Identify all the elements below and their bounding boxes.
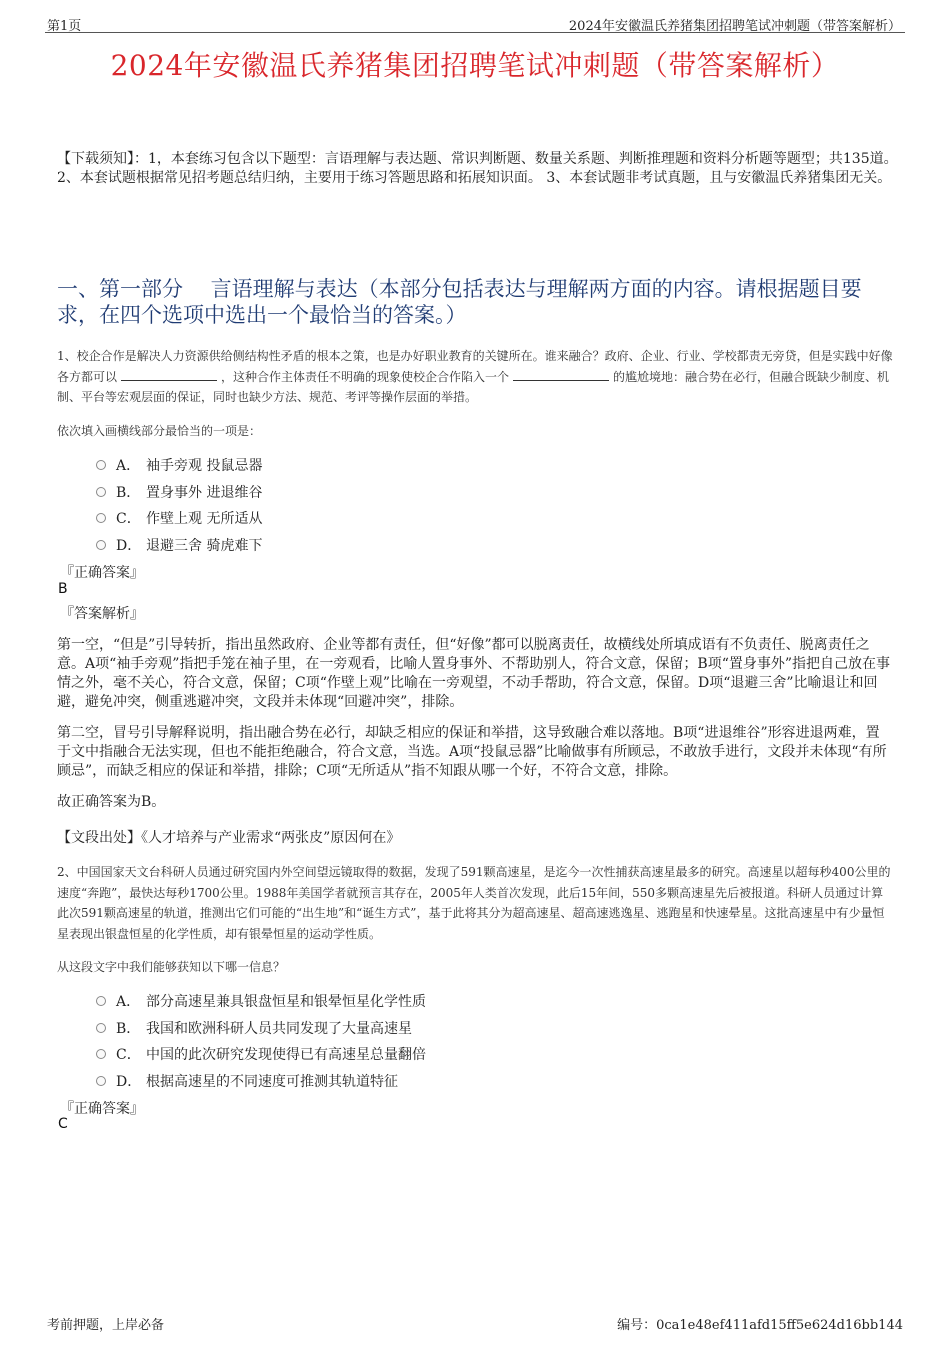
q2-option-d[interactable] (96, 1068, 426, 1095)
q1-option-d[interactable] (96, 532, 262, 559)
page-number: 第1页 (47, 19, 82, 34)
q1-analysis-paragraph-1: 第一空，“但是”引导转折，指出虽然政府、企业等都有责任，但“好像”都可以脱离责任，故横线处所填成语有不负责任、脱离责任之意。A项“袖手旁观”指把手笼在袖子里，在一旁观看，比喻人置身事外、不帮助别人，符合文意，保留；B项“置身事外”指把自己放在事情之外，毫不关心，符合文意，保留；C项“作壁上观”比喻在一旁观望，不动手帮助，符合文意，保留。D项“退避三舍”比喻退让和回避，避免冲突，侧重逃避冲突，文段并未体现“回避冲突”，排除。 (57, 637, 891, 710)
q1-blank-2 (513, 368, 609, 381)
q2-options (96, 988, 426, 1094)
q2-option-c[interactable] (96, 1041, 426, 1068)
q1-options (96, 452, 262, 558)
download-notice: 【下载须知】：1，本套练习包含以下题型：言语理解与表达题、常识判断题、数量关系题、判断推理题和资料分析题等题型；共135道。 2、本套试题根据常见招考题总结归纳，主要用于练习答题思路和拓展知识面。 3、本套试题非考试真题，且与安徽温氏养猪集团无关。 (57, 151, 898, 186)
radio-icon[interactable] (96, 996, 106, 1006)
option-text: 根据高速星的不同速度可推测其轨道特征 (146, 1073, 398, 1090)
option-text: 作壁上观 无所适从 (146, 511, 263, 528)
page-header (45, 12, 905, 33)
q1-analysis-paragraph-2: 第二空，冒号引导解释说明，指出融合势在必行，却缺乏相应的保证和举措，这导致融合难以落地。B项“进退维谷”形容进退两难，置于文中指融合无法实现，但也不能拒绝融合，符合文意，当选。A项“投鼠忌器”比喻做事有所顾忌，不敢放手进行，文段并未体现“有所顾忌”，而缺乏相应的保证和举措，排除；C项“无所适从”指不知跟从哪一个好，不符合文意，排除。 (57, 725, 887, 779)
radio-icon[interactable] (96, 1049, 106, 1059)
q2-answer-label: 『正确答案』 (60, 1101, 144, 1117)
footer-slogan: 考前押题，上岸必备 (47, 1318, 165, 1333)
q1-option-c[interactable] (96, 505, 262, 532)
option-letter: D． (116, 1073, 142, 1090)
question-2-stem: 2、中国国家天文台科研人员通过研究国内外空间望远镜取得的数据，发现了591颗高速星，是迄今一次性捕获高速星最多的研究。高速星以超每秒400公里的速度“奔跑”，最快达每秒1700公里。1988年美国学者就预言其存在，2005年人类首次发现，此后15年间，550多颗高速星先后被报道。科研人员通过计算此次591颗高速星的轨道，推测出它们可能的“出生地”和“诞生方式”，基于此将其分为超高速星、超高速逃逸星、逃跑星和快速晕星。这批高速星中有少量恒星表现出银盘恒星的化学性质，却有银晕恒星的运动学性质。 (57, 865, 891, 941)
option-text: 袖手旁观 投鼠忌器 (146, 458, 263, 475)
question-1-stem (57, 346, 893, 408)
q1-option-a[interactable] (96, 452, 262, 479)
option-text: 中国的此次研究发现使得已有高速星总量翻倍 (146, 1047, 426, 1064)
q1-conclusion: 故正确答案为B。 (57, 794, 166, 810)
option-text: 置身事外 进退维谷 (146, 484, 263, 501)
radio-icon[interactable] (96, 460, 106, 470)
section-title: 一、第一部分 言语理解与表达（本部分包括表达与理解两方面的内容。请根据题目要求，在四个选项中选出一个最恰当的答案。） (57, 277, 862, 327)
option-letter: D． (116, 537, 142, 554)
radio-icon[interactable] (96, 540, 106, 550)
page-title: 2024年安徽温氏养猪集团招聘笔试冲刺题（带答案解析） (110, 49, 840, 82)
q1-blank-1 (121, 368, 217, 381)
q1-answer: B (58, 581, 68, 597)
radio-icon[interactable] (96, 487, 106, 497)
option-text: 部分高速星兼具银盘恒星和银晕恒星化学性质 (146, 994, 426, 1011)
q1-stem-part-b: ，这种合作主体责任不明确的现象使校企合作陷入一个 (221, 369, 510, 384)
q2-option-a[interactable] (96, 988, 426, 1015)
option-letter: B． (116, 484, 141, 501)
q1-analysis-label: 『答案解析』 (60, 606, 144, 622)
option-text: 退避三舍 骑虎难下 (146, 537, 263, 554)
q1-answer-label: 『正确答案』 (60, 565, 144, 581)
option-text: 我国和欧洲科研人员共同发现了大量高速星 (146, 1020, 412, 1037)
radio-icon[interactable] (96, 1023, 106, 1033)
radio-icon[interactable] (96, 1076, 106, 1086)
q1-stem-part-c: 的尴尬境地：融合势在必行，但融合既缺少制度、机制、平台等宏观层面的保证，同时也缺少方法、规范、考评等操作层面的举措。 (57, 369, 890, 404)
q2-option-b[interactable] (96, 1015, 426, 1042)
option-letter: B． (116, 1020, 141, 1037)
option-letter: C． (116, 1047, 141, 1064)
q2-answer: C (58, 1116, 68, 1132)
q1-ask: 依次填入画横线部分最恰当的一项是： (57, 424, 262, 438)
q1-source: 【文段出处】《人才培养与产业需求“两张皮”原因何在》 (57, 830, 401, 846)
q1-option-b[interactable] (96, 479, 262, 506)
header-doc-title: 2024年安徽温氏养猪集团招聘笔试冲刺题（带答案解析） (568, 19, 901, 34)
footer-serial-number: 编号：0ca1e48ef411afd15ff5e624d16bb144 (617, 1318, 903, 1333)
q1-stem-part-a: 1、校企合作是解决人力资源供给侧结构性矛盾的根本之策，也是办好职业教育的关键所在。谁来融合？政府、企业、行业、学校都责无旁贷，但是实践中好像各方都可以 (57, 349, 893, 384)
option-letter: A． (116, 994, 141, 1011)
radio-icon[interactable] (96, 513, 106, 523)
option-letter: A． (116, 458, 141, 475)
option-letter: C． (116, 511, 141, 528)
q2-ask: 从这段文字中我们能够获知以下哪一信息？ (57, 960, 286, 974)
